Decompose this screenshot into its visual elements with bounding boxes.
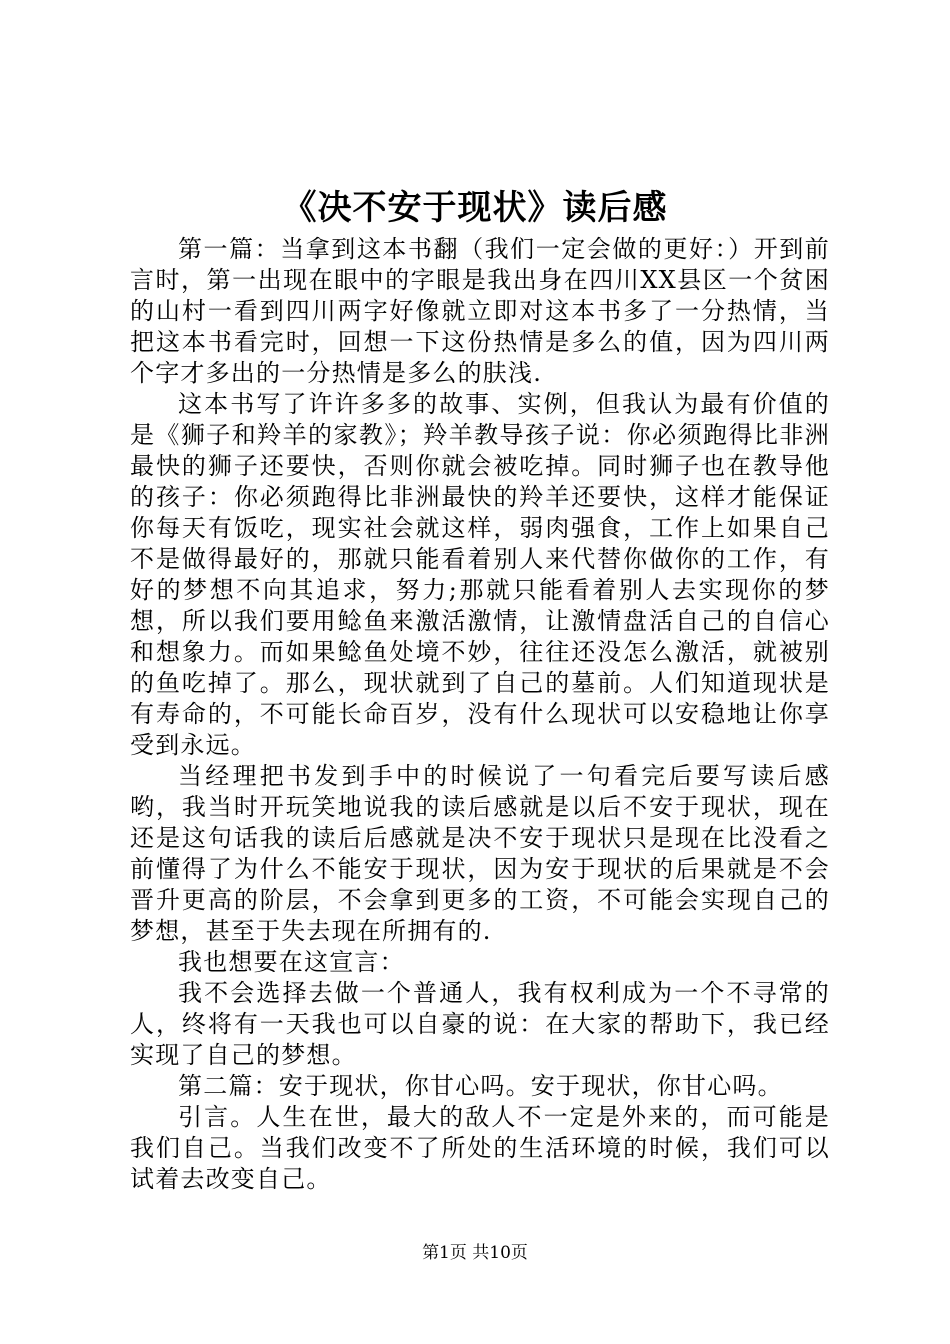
paragraph: 第二篇：安于现状，你甘心吗。安于现状，你甘心吗。	[178, 1072, 783, 1100]
paragraph: 我不会选择去做一个普通人，我有权利成为一个不寻常的人，终将有一天我也可以自豪的说：在大家的帮助下，我已经实现了自己的梦想。	[130, 979, 830, 1069]
paragraph: 第一篇：当拿到这本书翻（我们一定会做的更好：）开到前言时，第一出现在眼中的字眼是我出身在四川XX县区一个贫困的山村一看到四川两字好像就立即对这本书多了一分热情，当把这本书看完时，回想一下这份热情是多么的值，因为四川两个字才多出的一分热情是多么的肤浅.	[130, 235, 830, 387]
paragraph: 当经理把书发到手中的时候说了一句看完后要写读后感哟，我当时开玩笑地说我的读后感就是以后不安于现状，现在还是这句话我的读后后感就是决不安于现状只是现在比没看之前懂得了为什么不能安于现状，因为安于现状的后果就是不会晋升更高的阶层，不会拿到更多的工资，不可能会实现自己的梦想，甚至于失去现在所拥有的.	[130, 762, 830, 945]
paragraph: 我也想要在这宣言：	[178, 948, 405, 976]
paragraph: 引言。人生在世，最大的敌人不一定是外来的，而可能是我们自己。当我们改变不了所处的生活环境的时候，我们可以试着去改变自己。	[130, 1103, 830, 1193]
document-body	[130, 234, 830, 1195]
paragraph: 这本书写了许许多多的故事、实例，但我认为最有价值的是《狮子和羚羊的家教》；羚羊教导孩子说：你必须跑得比非洲最快的狮子还要快，否则你就会被吃掉。同时狮子也在教导他的孩子：你必须跑得比非洲最快的羚羊还要快，这样才能保证你每天有饭吃，现实社会就这样，弱肉强食，工作上如果自己不是做得最好的，那就只能看着别人来代替你做你的工作，有好的梦想不向其追求，努力;那就只能看着别人去实现你的梦想，所以我们要用鲶鱼来激活激情，让激情盘活自己的自信心和想象力。而如果鲶鱼处境不妙，往往还没怎么激活，就被别的鱼吃掉了。那么，现状就到了自己的墓前。人们知道现状是有寿命的，不可能长命百岁，没有什么现状可以安稳地让你享受到永远。	[130, 390, 830, 759]
document-title: 《决不安于现状》读后感	[282, 188, 668, 228]
page-number-footer: 第1页 共10页	[422, 1243, 528, 1263]
